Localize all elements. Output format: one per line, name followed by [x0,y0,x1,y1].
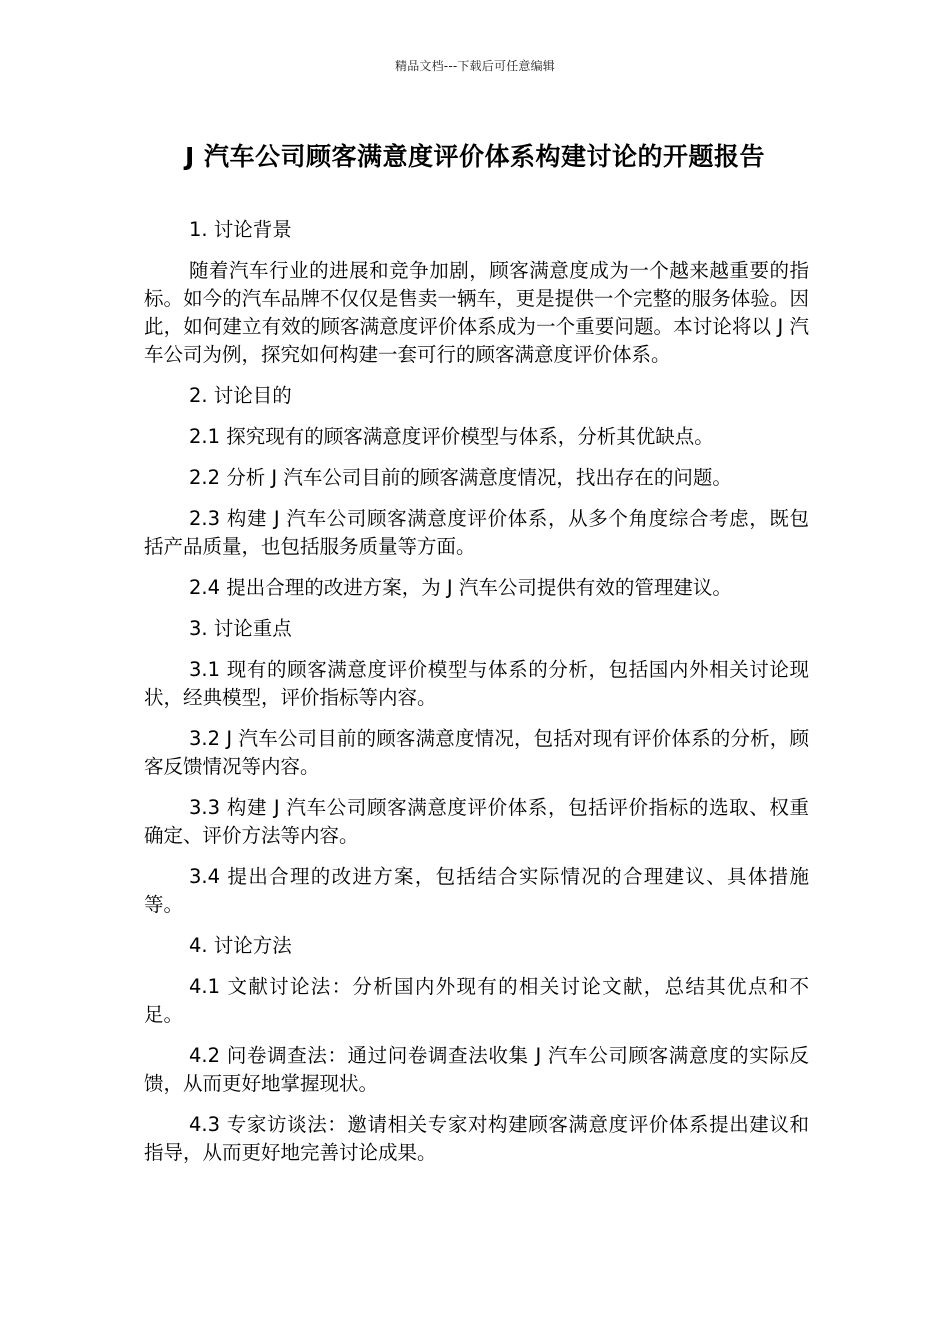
paragraph-focus-3-2: 3.2 J 汽车公司目前的顾客满意度情况，包括对现有评价体系的分析，顾客反馈情况等内容。 [144,727,809,778]
paragraph-purpose-2-1: 2.1 探究现有的顾客满意度评价模型与体系，分析其优缺点。 [189,425,714,448]
paragraph-method-4-2: 4.2 问卷调查法：通过问卷调查法收集 J 汽车公司顾客满意度的实际反馈，从而更好地掌握现状。 [144,1044,809,1095]
section-heading-focus: 3. 讨论重点 [189,617,292,640]
paragraph-purpose-2-4: 2.4 提出合理的改进方案，为 J 汽车公司提供有效的管理建议。 [189,576,732,599]
section-heading-background: 1. 讨论背景 [189,218,292,241]
section-heading-purpose: 2. 讨论目的 [189,384,292,407]
paragraph-background: 随着汽车行业的进展和竞争加剧，顾客满意度成为一个越来越重要的指标。如今的汽车品牌不仅仅是售卖一辆车，更是提供一个完整的服务体验。因此，如何建立有效的顾客满意度评价体系成为一个重要问题。本讨论将以 J 汽车公司为例，探究如何构建一套可行的顾客满意度评价体系。 [144,259,809,366]
paragraph-method-4-3: 4.3 专家访谈法：邀请相关专家对构建顾客满意度评价体系提出建议和指导，从而更好地完善讨论成果。 [144,1113,809,1164]
paragraph-focus-3-1: 3.1 现有的顾客满意度评价模型与体系的分析，包括国内外相关讨论现状，经典模型，评价指标等内容。 [144,658,809,709]
paragraph-focus-3-4: 3.4 提出合理的改进方案，包括结合实际情况的合理建议、具体措施等。 [144,865,809,916]
paragraph-focus-3-3: 3.3 构建 J 汽车公司顾客满意度评价体系，包括评价指标的选取、权重确定、评价方法等内容。 [144,796,809,847]
paragraph-method-4-1: 4.1 文献讨论法：分析国内外现有的相关讨论文献，总结其优点和不足。 [144,975,809,1026]
paragraph-purpose-2-2: 2.2 分析 J 汽车公司目前的顾客满意度情况，找出存在的问题。 [189,466,732,489]
document-body [144,216,809,1180]
header-note: 精品文档---下载后可任意编辑 [395,59,555,73]
document-title: J 汽车公司顾客满意度评价体系构建讨论的开题报告 [184,142,765,171]
section-heading-methods: 4. 讨论方法 [189,934,292,957]
paragraph-purpose-2-3: 2.3 构建 J 汽车公司顾客满意度评价体系，从多个角度综合考虑，既包括产品质量，也包括服务质量等方面。 [144,507,809,558]
